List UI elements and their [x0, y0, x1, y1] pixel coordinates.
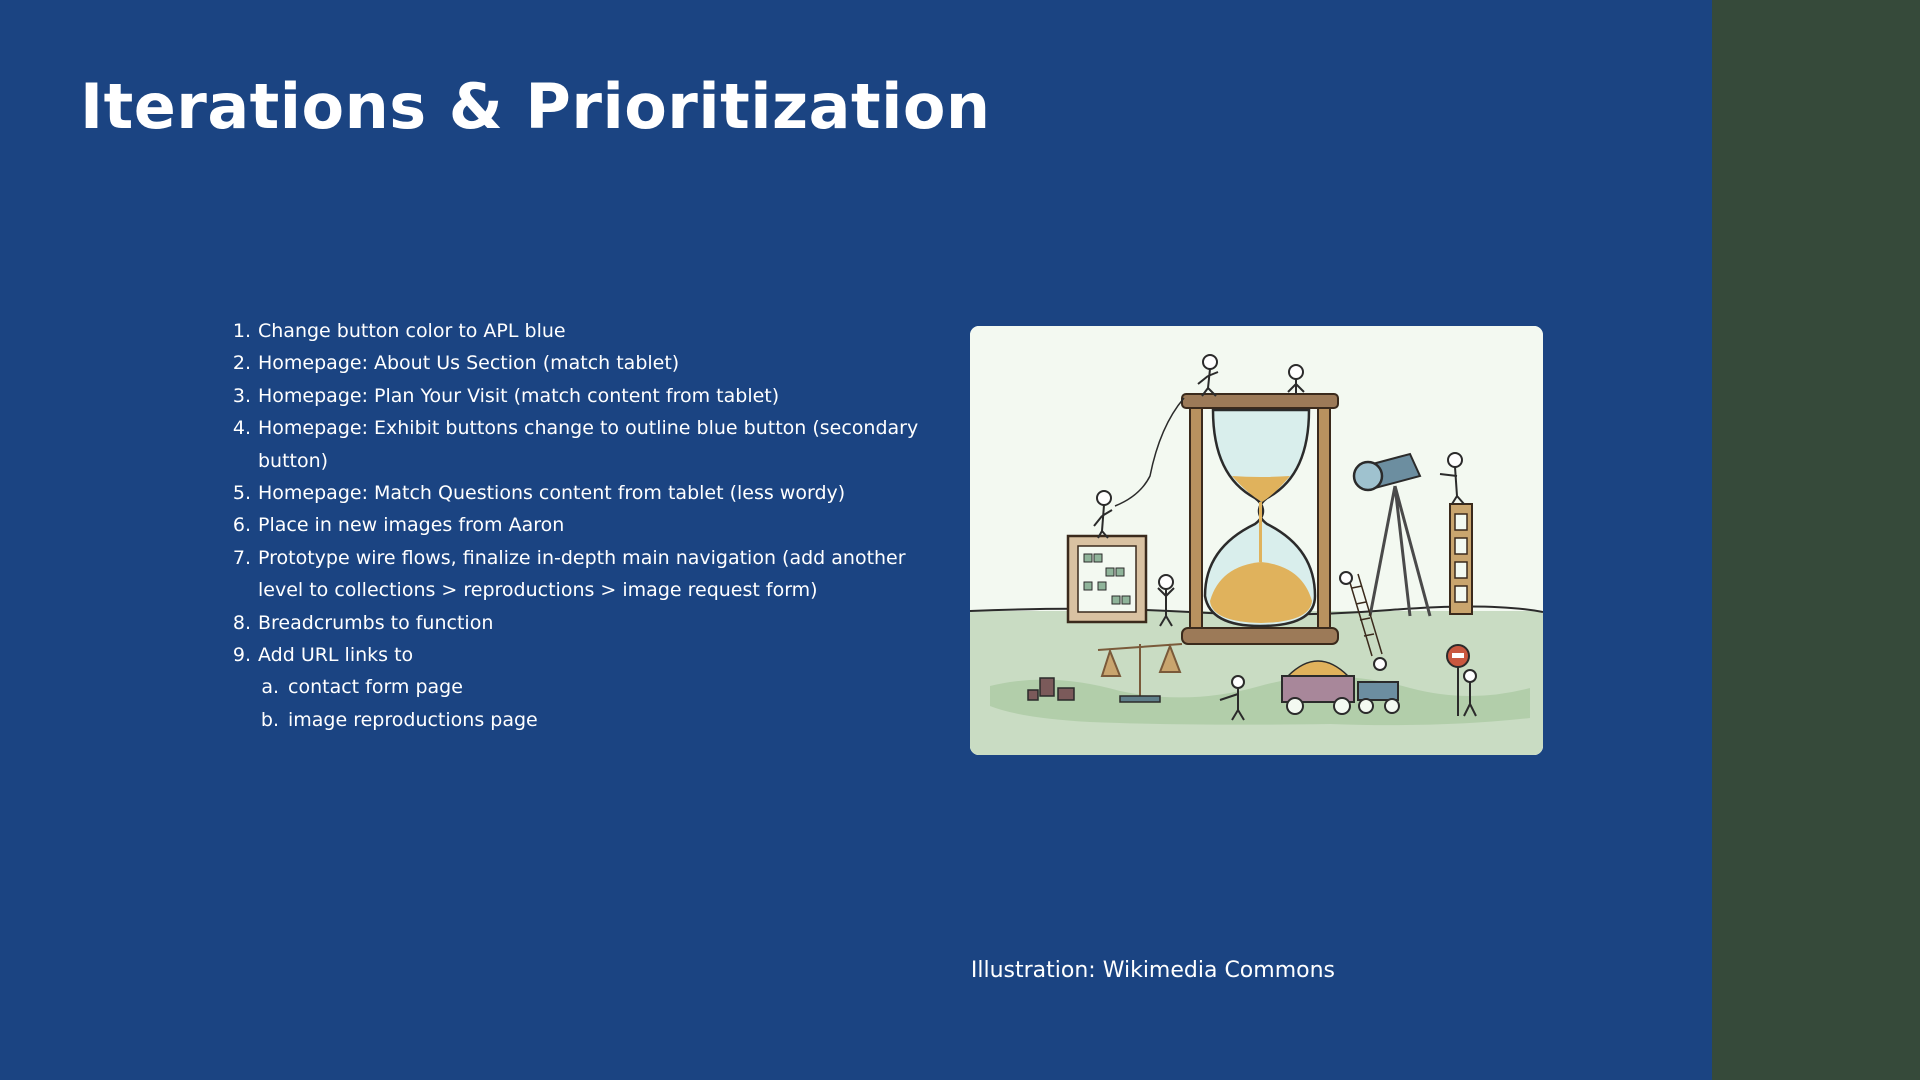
list-item-text: Prototype wire flows, finalize in-depth main navigation (add another level to collections > reproductions > image request form) — [258, 546, 906, 602]
sub-list-item — [258, 671, 945, 703]
list-item-text: Add URL links to — [258, 644, 414, 667]
list-item-number: 3. — [232, 384, 251, 407]
list-item-number: 7. — [232, 546, 251, 569]
list-item-number: 9. — [232, 644, 251, 667]
side-panel — [1712, 0, 1920, 1080]
list-item-number: 6. — [232, 514, 251, 537]
list-item — [225, 347, 945, 379]
hourglass-illustration — [970, 326, 1543, 755]
list-item-number: 5. — [232, 482, 251, 505]
illustration-credit: Illustration: Wikimedia Commons — [970, 958, 1335, 983]
sub-list — [258, 671, 945, 736]
sub-list-item-text: contact form page — [288, 676, 463, 699]
list-item-text: Homepage: Match Questions content from tablet (less wordy) — [258, 482, 846, 505]
list-item — [225, 542, 945, 607]
task-list — [225, 315, 945, 736]
slide-title: Iterations & Prioritization — [80, 70, 991, 143]
list-item-number: 2. — [232, 352, 251, 375]
sub-list-item-text: image reproductions page — [288, 708, 538, 731]
list-item-text: Place in new images from Aaron — [258, 514, 565, 537]
list-item — [225, 639, 945, 736]
list-item-text: Homepage: Plan Your Visit (match content from tablet) — [258, 384, 780, 407]
sub-list-item-letter: a. — [261, 676, 279, 699]
list-item-text: Homepage: Exhibit buttons change to outline blue button (secondary button) — [258, 417, 919, 472]
sub-list-item — [258, 704, 945, 736]
list-item — [225, 315, 945, 347]
list-item-number: 1. — [232, 320, 251, 342]
list-item — [225, 477, 945, 509]
list-item — [225, 607, 945, 639]
list-item-text: Homepage: About Us Section (match tablet) — [258, 352, 680, 375]
list-item-text: Change button color to APL blue — [258, 320, 566, 342]
list-item — [225, 509, 945, 541]
list-item — [225, 412, 945, 477]
sub-list-item-letter: b. — [260, 708, 279, 731]
list-item-text: Breadcrumbs to function — [258, 611, 494, 634]
list-item-number: 8. — [232, 611, 251, 634]
list-item — [225, 380, 945, 412]
list-item-number: 4. — [232, 417, 251, 440]
